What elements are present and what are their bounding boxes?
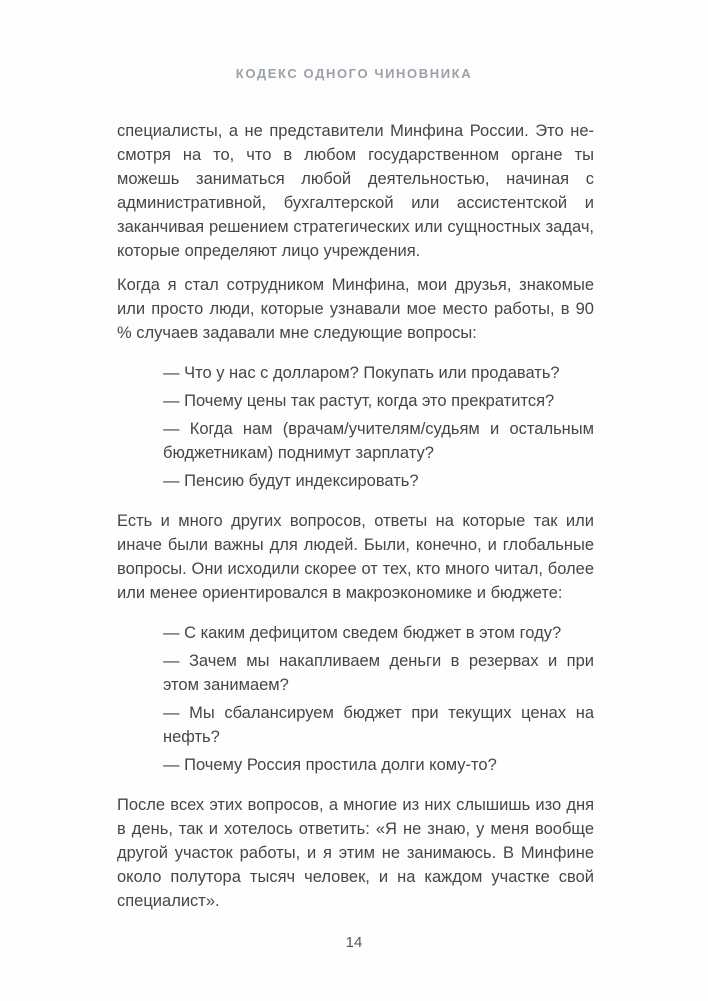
page-content: [117, 119, 594, 913]
paragraph-continuation: специалисты, а не представители Минфина России. Это несмотря на то, что в любом государственном органе ты можешь заниматься любой деятельностью, начиная с административной, бухгалтерской или ассистентской и заканчивая решением стратегических или сущностных задач, которые определяют лицо учреждения.: [117, 122, 594, 260]
running-header: КОДЕКС ОДНОГО ЧИНОВНИКА: [235, 66, 473, 81]
question-list-everyday: [117, 361, 594, 493]
question-item: — Что у нас с долларом? Покупать или продавать?: [163, 364, 560, 382]
question-item: — Почему цены так растут, когда это прекратится?: [163, 392, 555, 410]
page-number: 14: [345, 934, 363, 951]
paragraph-intro-questions: Когда я стал сотрудником Минфина, мои друзья, знакомые или просто люди, которые узнавали мое место работы, в 90 % случаев задавали мне следующие вопросы:: [117, 276, 594, 342]
question-item: — Почему Россия простила долги кому-то?: [163, 756, 497, 774]
question-list-global: [117, 621, 594, 777]
question-item: — Пенсию будут индексировать?: [163, 472, 419, 490]
question-item: — С каким дефицитом сведем бюджет в этом году?: [163, 624, 562, 642]
paragraph-global-questions-intro: Есть и много других вопросов, ответы на которые так или иначе были важны для людей. Были, конечно, и глобальные вопросы. Они исходили скорее от тех, кто много читал, более или менее ориентировался в макроэкономике и бюджете:: [117, 512, 594, 602]
paragraph-conclusion: После всех этих вопросов, а многие из них слышишь изо дня в день, так и хотелось ответить: «Я не знаю, у меня вообще другой участок работы, и я этим не занимаюсь. В Минфине около полутора тысяч человек, и на каждом участке свой специалист».: [117, 796, 594, 910]
question-item: — Когда нам (врачам/учителям/судьям и остальным бюджетникам) поднимут зарплату?: [163, 420, 594, 462]
question-item: — Зачем мы накапливаем деньги в резервах и при этом занимаем?: [163, 652, 594, 694]
question-item: — Мы сбалансируем бюджет при текущих ценах на нефть?: [163, 704, 594, 746]
